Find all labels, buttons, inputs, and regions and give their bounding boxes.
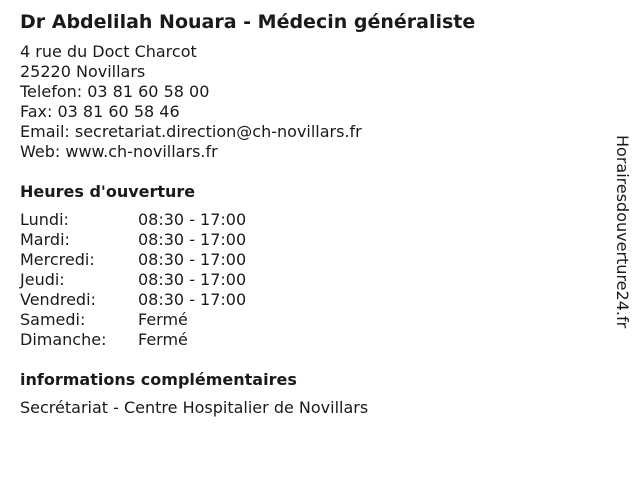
doctor-card: [20, 10, 580, 418]
hours-time: 08:30 - 17:00: [138, 270, 247, 289]
hours-day: Samedi:: [20, 310, 86, 329]
hours-day: Dimanche:: [20, 330, 107, 349]
hours-day: Mercredi:: [20, 250, 95, 269]
page-title: Dr Abdelilah Nouara - Médecin généraliste: [20, 11, 476, 33]
site-watermark: Horairesdouverture24.fr: [613, 135, 632, 329]
hours-row-sunday: [20, 330, 580, 350]
fax-line: Fax: 03 81 60 58 46: [20, 102, 180, 121]
hours-day: Jeudi:: [20, 270, 65, 289]
address-city: 25220 Novillars: [20, 62, 146, 81]
hours-row-wednesday: [20, 250, 580, 270]
hours-row-friday: [20, 290, 580, 310]
hours-time: 08:30 - 17:00: [138, 230, 247, 249]
web-line: Web: www.ch-novillars.fr: [20, 142, 218, 161]
hours-row-monday: [20, 210, 580, 230]
opening-hours-table: [20, 210, 580, 350]
hours-day: Lundi:: [20, 210, 69, 229]
hours-time: Fermé: [138, 310, 188, 329]
phone-line: Telefon: 03 81 60 58 00: [20, 82, 210, 101]
hours-time: 08:30 - 17:00: [138, 250, 247, 269]
hours-time: 08:30 - 17:00: [138, 290, 247, 309]
additional-info-heading: informations complémentaires: [20, 370, 297, 389]
opening-hours-heading: Heures d'ouverture: [20, 182, 196, 201]
hours-time: 08:30 - 17:00: [138, 210, 247, 229]
address-street: 4 rue du Doct Charcot: [20, 42, 197, 61]
additional-info-text: Secrétariat - Centre Hospitalier de Novillars: [20, 398, 369, 417]
hours-row-thursday: [20, 270, 580, 290]
hours-row-saturday: [20, 310, 580, 330]
email-line: Email: secretariat.direction@ch-novillars.fr: [20, 122, 362, 141]
hours-time: Fermé: [138, 330, 188, 349]
hours-row-tuesday: [20, 230, 580, 250]
hours-day: Mardi:: [20, 230, 70, 249]
hours-day: Vendredi:: [20, 290, 96, 309]
